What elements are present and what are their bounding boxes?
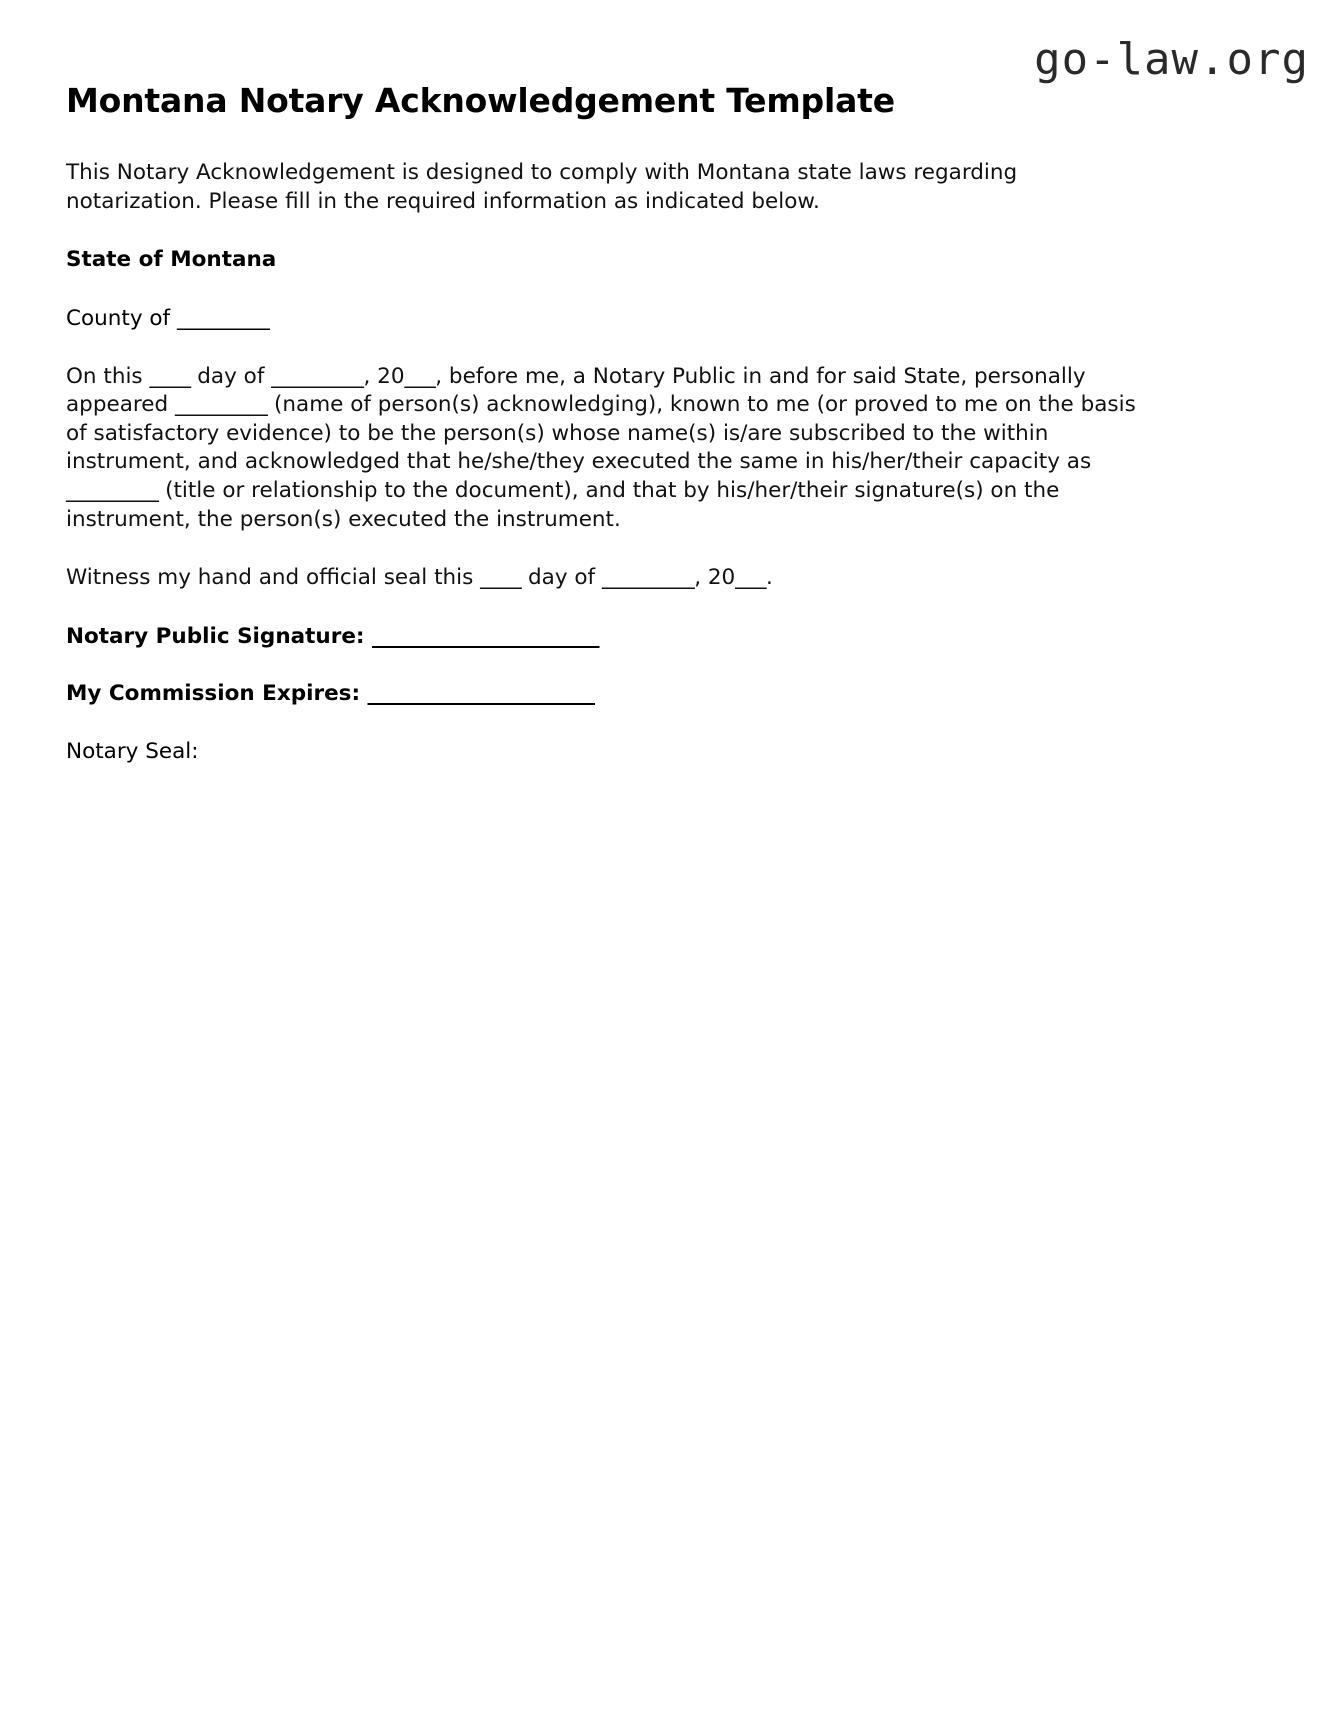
ack-segment-6: (title or relationship to the document), and that by his/her/their signature(s) on the instrument, the person(s) executed the instrument.	[66, 478, 1060, 532]
ack-segment-3: , 20	[363, 363, 405, 389]
page-title: Montana Notary Acknowledgement Template	[66, 81, 895, 120]
notary-signature-line	[66, 623, 1156, 652]
ack-segment-2: day of	[190, 363, 272, 389]
acknowledgement-paragraph	[66, 363, 1156, 535]
site-watermark: go-law.org	[1034, 34, 1309, 85]
county-label: County of	[66, 306, 177, 332]
witness-segment-2: day of	[521, 565, 602, 591]
notary-seal-label: Notary Seal:	[66, 738, 199, 764]
county-line	[66, 305, 1156, 334]
document-content	[66, 80, 1156, 767]
commission-expires-blank[interactable]: _______________________	[367, 681, 595, 707]
witness-segment-3: , 20	[694, 565, 736, 591]
witness-year-blank[interactable]: ___	[735, 565, 766, 591]
notary-signature-blank[interactable]: _______________________	[372, 623, 599, 649]
witness-segment-1: Witness my hand and official seal this	[66, 565, 481, 591]
notary-signature-label: Notary Public Signature:	[66, 623, 372, 649]
county-blank[interactable]: _________	[176, 306, 270, 332]
ack-name-blank[interactable]: _________	[174, 392, 268, 418]
state-heading: State of Montana	[66, 247, 277, 273]
commission-expires-label: My Commission Expires:	[66, 681, 368, 707]
commission-expires-line	[66, 680, 1156, 709]
witness-month-blank[interactable]: _________	[601, 565, 695, 591]
witness-paragraph	[66, 564, 1156, 593]
intro-paragraph: This Notary Acknowledgement is designed to comply with Montana state laws regarding notarization. Please fill in the required information as indicated below.	[66, 160, 1018, 214]
witness-day-blank[interactable]: ____	[480, 565, 522, 591]
ack-segment-1: On this	[66, 363, 150, 389]
ack-month-blank[interactable]: _________	[271, 363, 364, 389]
ack-segment-4: , before me, a Notary Public in and for said State, personally appeared	[66, 363, 1086, 418]
ack-day-blank[interactable]: ____	[149, 363, 191, 389]
ack-segment-5: (name of person(s) acknowledging), known to me (or proved to me on the basis of satisfactory evidence) to be the person(s) whose name(s) is/are subscribed to the within instrument, and acknowledged that he/she/they executed the same in his/her/their capacity as	[66, 392, 1136, 475]
ack-year-blank[interactable]: ___	[404, 363, 436, 389]
ack-capacity-blank[interactable]: _________	[66, 478, 159, 503]
witness-segment-4: .	[765, 565, 773, 591]
